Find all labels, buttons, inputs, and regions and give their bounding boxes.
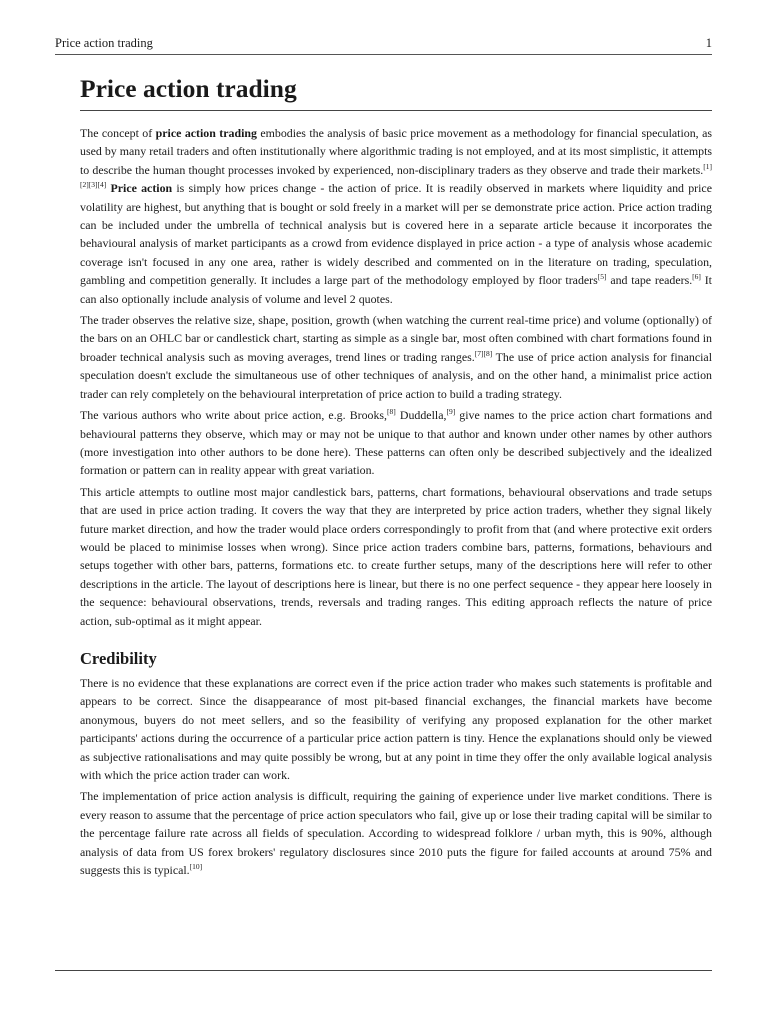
- text-run: and tape readers.: [606, 273, 693, 288]
- citation-link[interactable]: [1][2][3][4]: [80, 161, 712, 190]
- citation-link[interactable]: [5]: [597, 272, 607, 282]
- text-run: give names to the price action chart formations and behavioural patterns they observe, which may or may not be unique to that author and known under other names by other authors (more investigation into other authors to be done here). These patterns can often only be described subjectively and the idealized formation or pattern can in reality appear with great variation.: [80, 408, 713, 478]
- running-header: [55, 35, 712, 55]
- text-run: is simply how prices change - the action of price. It is readily observed in markets where liquidity and price volatility are highest, but anything that is bought or sold freely in a market will per se demonstrate price action. Price action trading can be included under the umbrella of technical analysis but is covered here in a separate article because it incorporates the behavioural analysis of market participants as a crowd from evidence displayed in price action - a type of analysis whose academic coverage isn't focused in any one area, rather is widely described and commented on in the literature on trading, speculation, gambling and competition generally. It includes a large part of the methodology employed by floor traders: [80, 181, 712, 288]
- citation-link[interactable]: [10]: [189, 862, 203, 872]
- text-run: The use of price action analysis for financial speculation doesn't exclude the simultaneous use of other techniques of analysis, and on the other hand, a minimalist price action trader can rely completely on the behavioural interpretation of price action to build a trading strategy.: [80, 349, 712, 401]
- intro-paragraph: [80, 124, 712, 308]
- citation-link[interactable]: [9]: [446, 407, 456, 417]
- page-title: Price action trading: [80, 72, 712, 111]
- text-run: The various authors who write about price action, e.g. Brooks,: [80, 408, 388, 423]
- bold-term: price action trading: [155, 126, 257, 140]
- citation-link[interactable]: [6]: [692, 272, 701, 282]
- page-number: 1: [705, 36, 712, 50]
- running-title: Price action trading: [55, 36, 153, 50]
- outline-paragraph: This article attempts to outline most major candlestick bars, patterns, chart formations, behavioural observations and trade setups that are used in price action trading. It covers the way that they are interpreted by price action traders, whether they signal likely future market direction, and how the trader would place orders correspondingly to profit from that (and where protective exit orders would be placed to minimise losses when wrong). Since price action traders combine bars, patterns, formations, behaviours and setups together with other bars, patterns, formations etc. to create further setups, many of the descriptions here will refer to other descriptions in the article. The layout of descriptions here is linear, but there is no one perfect sequence - they appear here loosely in the sequence: behavioural observations, trends, reversals and trading ranges. This editing approach reflects the nature of price action, sub-optimal as it might appear.: [80, 484, 712, 628]
- citation-link[interactable]: [8]: [387, 407, 396, 417]
- text-run: The concept of: [80, 126, 156, 140]
- implementation-paragraph: [80, 787, 712, 879]
- section-heading-credibility: Credibility: [80, 648, 157, 668]
- text-run: embodies the analysis of basic price movement as a methodology for financial speculation, as used by many retail traders and often institutionally where algorithmic trading is not employed, and at its most simplistic, it attempts to describe the human thought processes invoked by experienced, non-disciplinary traders as they observe and trade their markets.: [80, 126, 712, 177]
- citation-link[interactable]: [7][8]: [474, 348, 493, 358]
- text-run: The implementation of price action analysis is difficult, requiring the gaining of experience under live market conditions. There is every reason to assume that the percentage of price action speculators who fail, give up or lose their trading capital will be similar to the percentage failure rate across all fields of speculation. According to widespread folklore / urban myth, this is 90%, although analysis of data from US forex brokers' regulatory disclosures since 2010 puts the figure for failed accounts at around 75% and suggests this is typical.: [80, 789, 712, 878]
- footer-rule: [55, 970, 712, 971]
- text-run: Duddella,: [395, 408, 447, 423]
- text-run: The trader observes the relative size, shape, position, growth (when watching the current real-time price) and volume (optionally) of the bars on an OHLC bar or candlestick chart, starting as simple as a single bar, most often combined with chart formations found in broader technical analysis such as moving averages, trend lines or trading ranges.: [80, 313, 712, 364]
- ohlc-paragraph: [80, 311, 712, 403]
- authors-paragraph: [80, 406, 712, 480]
- article-body: [80, 72, 712, 882]
- credibility-paragraph: There is no evidence that these explanations are correct even if the price action trader who makes such statements is profitable and appears to be correct. Since the disappearance of most pit-based financial exchanges, the financial markets have become anonymous, buyers do not meet sellers, and so the feasibility of verifying any proposed explanation for the other market participants' actions during the occurrence of a particular price action pattern is tiny. Hence the explanations should only be viewed as subjective rationalisations and may quite possibly be wrong, but at any point in time they offer the only available logical analysis with which the price action trader can work.: [80, 675, 712, 782]
- text-run: It can also optionally include analysis of volume and level 2 quotes.: [80, 273, 712, 306]
- bold-term: Price action: [110, 181, 173, 196]
